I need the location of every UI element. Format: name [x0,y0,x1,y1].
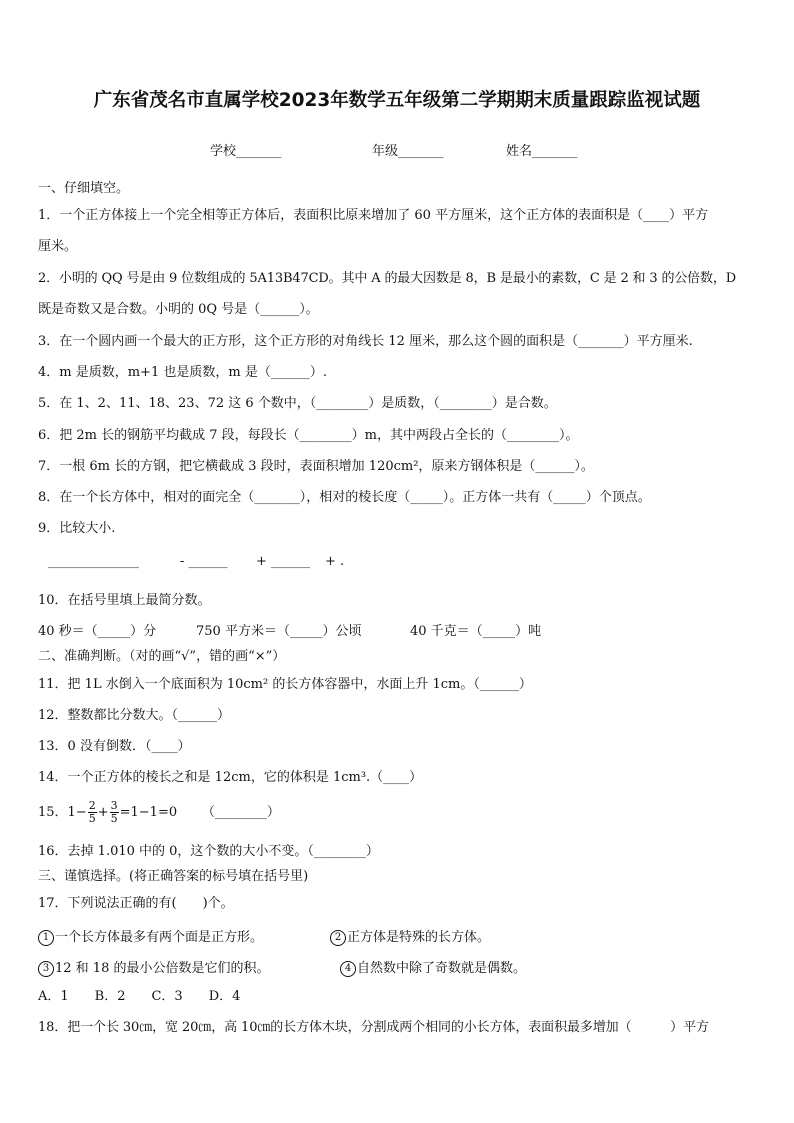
circled-number-2: 2 [330,930,346,946]
circled-number-1: 1 [38,930,54,946]
question-18: 18．把一个长 30㎝，宽 20㎝，高 10㎝的长方体木块，分割成两个相同的小长方体，表面积最多增加（ ）平方 [38,1020,709,1035]
fraction-2-numerator: 3 [110,799,118,812]
compare-blank-1: ______________ [48,554,139,569]
question-17-option-3 [38,957,269,977]
grade-field: 年级_______ [372,144,444,159]
school-field: 学校_______ [210,144,282,159]
section-heading-3: 三、谨慎选择。(将正确答案的标号填在括号里) [38,869,309,884]
question-4: 4．m 是质数，m+1 也是质数，m 是（______）. [38,365,327,380]
question-3: 3．在一个圆内画一个最大的正方形，这个正方形的对角线长 12 厘米，那么这个圆的面积是（_______）平方厘米. [38,334,693,349]
question-15-prefix: 15．1− [38,805,87,820]
fraction-2-denominator: 5 [110,812,118,825]
question-7: 7．一根 6m 长的方钢，把它横截成 3 段时，表面积增加 120cm²，原来方钢体积是（______）。 [38,459,594,474]
question-2-line-2: 既是奇数又是合数。小明的 0Q 号是（______）。 [38,302,319,317]
question-6: 6．把 2m 长的钢筋平均截成 7 段，每段长（________）m，其中两段占全长的（________）。 [38,428,579,443]
fraction-1-numerator: 2 [88,799,96,812]
question-15-plus: + [97,805,109,820]
question-17-option-1 [38,926,263,946]
question-12: 12．整数都比分数大。（______） [38,708,231,723]
compare-blank-4: + . [325,554,345,569]
section-heading-1: 一、仔细填空。 [38,181,130,196]
option-3-text: 12 和 18 的最小公倍数是它们的积。 [55,961,270,976]
circled-number-4: 4 [340,961,356,977]
question-8: 8．在一个长方体中，相对的面完全（_______），相对的棱长度（_____）。正方体一共有（_____）个顶点。 [38,490,651,505]
question-10-item-2: 750 平方米＝（_____）公顷 [196,624,362,639]
question-11: 11．把 1L 水倒入一个底面积为 10cm² 的长方体容器中，水面上升 1cm。（______） [38,677,532,692]
question-15-suffix: =1−1=0 （________） [119,805,280,820]
question-10-item-3: 40 千克＝（_____）吨 [410,624,542,639]
question-9: 9．比较大小. [38,521,116,536]
question-17: 17．下列说法正确的有( )个。 [38,896,234,911]
circled-number-3: 3 [38,961,54,977]
option-4-text: 自然数中除了奇数就是偶数。 [357,961,527,976]
section-heading-2: 二、准确判断。（对的画“√”，错的画“×”） [38,649,286,664]
question-1-line-1: 1．一个正方体接上一个完全相等正方体后，表面积比原来增加了 60 平方厘米，这个正方体的表面积是（____）平方 [38,208,709,223]
fraction-three-fifths [110,800,119,825]
page-title: 广东省茂名市直属学校2023年数学五年级第二学期期末质量跟踪监视试题 [93,90,701,111]
compare-blank-3: + ______ [256,554,311,569]
question-10: 10．在括号里填上最简分数。 [38,593,211,608]
compare-blank-2: - ______ [180,554,228,569]
option-2-text: 正方体是特殊的长方体。 [347,930,491,945]
question-10-item-1: 40 秒＝（_____）分 [38,624,157,639]
question-5: 5．在 1、2、11、18、23、72 这 6 个数中，（________）是质数，（________）是合数。 [38,396,557,411]
question-1-line-2: 厘米。 [38,239,78,254]
question-16: 16．去掉 1.010 中的 0，这个数的大小不变。（________） [38,844,379,859]
question-17-option-2 [330,926,490,946]
fraction-1-denominator: 5 [88,812,96,825]
question-14: 14．一个正方体的棱长之和是 12cm，它的体积是 1cm³.（____） [38,770,423,785]
question-15 [38,800,280,826]
fraction-two-fifths [88,800,97,825]
option-1-text: 一个长方体最多有两个面是正方形。 [55,930,264,945]
question-17-choices: A．1 B．2 C．3 D．4 [38,989,241,1004]
question-13: 13．0 没有倒数．（____） [38,739,191,754]
name-field: 姓名_______ [506,144,578,159]
question-17-option-4 [340,957,526,977]
question-2-line-1: 2．小明的 QQ 号是由 9 位数组成的 5A13B47CD。其中 A 的最大因数是 8，B 是最小的素数，C 是 2 和 3 的公倍数，D [38,271,737,286]
